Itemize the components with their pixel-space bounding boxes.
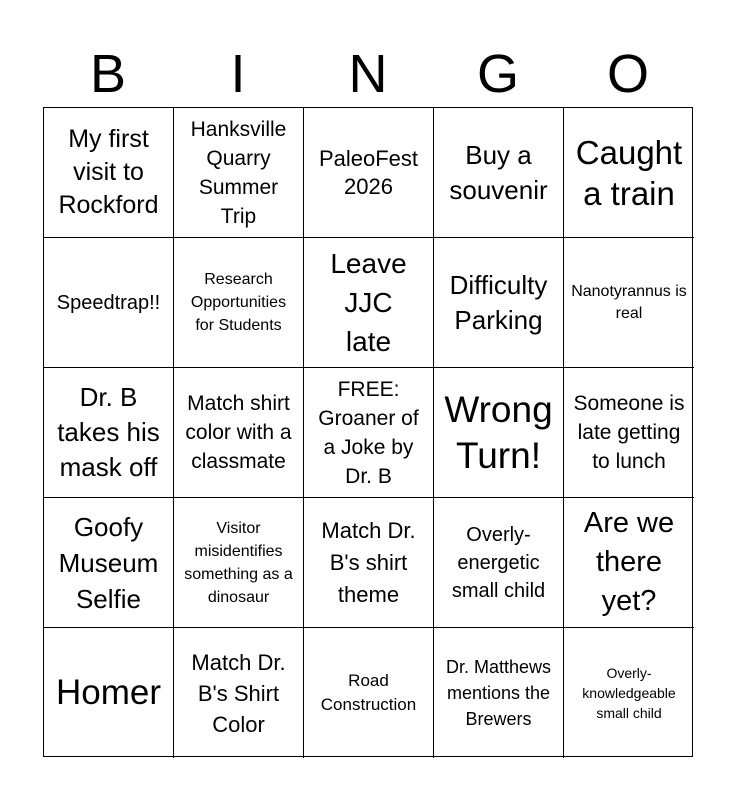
bingo-board <box>43 107 693 757</box>
bingo-cell[interactable] <box>434 628 564 758</box>
bingo-header <box>43 40 693 108</box>
cell-text: Nanotyrannus is real <box>571 282 687 322</box>
header-letter-n: N <box>348 44 388 104</box>
cell-text: Match shirt color with a classmate <box>185 392 292 473</box>
cell-text: Wrong Turn! <box>444 388 553 476</box>
cell-text: Difficulty Parking <box>449 269 548 335</box>
cell-text: Dr. Matthews mentions the Brewers <box>445 657 552 729</box>
bingo-cell[interactable] <box>44 368 174 498</box>
cell-text: Dr. B takes his mask off <box>57 382 160 482</box>
bingo-cell[interactable] <box>564 368 694 498</box>
bingo-cell[interactable] <box>564 628 694 758</box>
bingo-cell[interactable] <box>434 238 564 368</box>
bingo-cell[interactable] <box>44 628 174 758</box>
bingo-cell[interactable] <box>304 498 434 628</box>
cell-text: FREE: Groaner of a Joke by Dr. B <box>318 377 419 488</box>
cell-text: Goofy Museum Selfie <box>58 511 159 614</box>
bingo-cell[interactable] <box>174 628 304 758</box>
cell-text: Buy a souvenir <box>449 139 548 205</box>
bingo-cell[interactable] <box>174 498 304 628</box>
cell-text: Leave JJC late <box>330 248 407 357</box>
cell-text: Visitor misidentifies something as a dinosaur <box>184 519 293 606</box>
bingo-cell[interactable] <box>434 108 564 238</box>
bingo-cell[interactable] <box>174 238 304 368</box>
cell-text: Speedtrap!! <box>56 291 161 314</box>
bingo-cell[interactable] <box>174 108 304 238</box>
header-letter-b: B <box>89 44 127 104</box>
bingo-cell[interactable] <box>174 368 304 498</box>
bingo-cell[interactable] <box>304 368 434 498</box>
bingo-cell[interactable] <box>44 498 174 628</box>
bingo-cell[interactable] <box>434 368 564 498</box>
cell-text: Caught a train <box>575 133 683 212</box>
cell-text: My first visit to Rockford <box>58 125 159 219</box>
header-letter-g: G <box>476 44 519 104</box>
bingo-cell[interactable] <box>44 238 174 368</box>
bingo-cell[interactable] <box>304 628 434 758</box>
cell-text: Match Dr. B's Shirt Color <box>191 649 286 737</box>
cell-text: Someone is late getting to lunch <box>573 392 685 473</box>
bingo-cell[interactable] <box>564 108 694 238</box>
bingo-cell[interactable] <box>434 498 564 628</box>
bingo-cell[interactable] <box>44 108 174 238</box>
bingo-cell[interactable] <box>304 108 434 238</box>
bingo-cell[interactable] <box>564 238 694 368</box>
bingo-cell[interactable] <box>564 498 694 628</box>
cell-text: Overly-knowledgeable small child <box>582 665 676 721</box>
cell-text: Homer <box>55 673 162 712</box>
cell-text: PaleoFest 2026 <box>318 145 419 199</box>
header-letter-o: O <box>606 44 649 104</box>
cell-text: Overly-energetic small child <box>451 523 546 602</box>
cell-text: Road Construction <box>320 671 417 714</box>
cell-text: Hanksville Quarry Summer Trip <box>190 117 287 228</box>
bingo-cell[interactable] <box>304 238 434 368</box>
header-letter-i: I <box>230 44 246 104</box>
cell-text: Match Dr. B's shirt theme <box>321 517 416 607</box>
cell-text: Research Opportunities for Students <box>190 271 287 334</box>
cell-text: Are we there yet? <box>583 507 675 617</box>
